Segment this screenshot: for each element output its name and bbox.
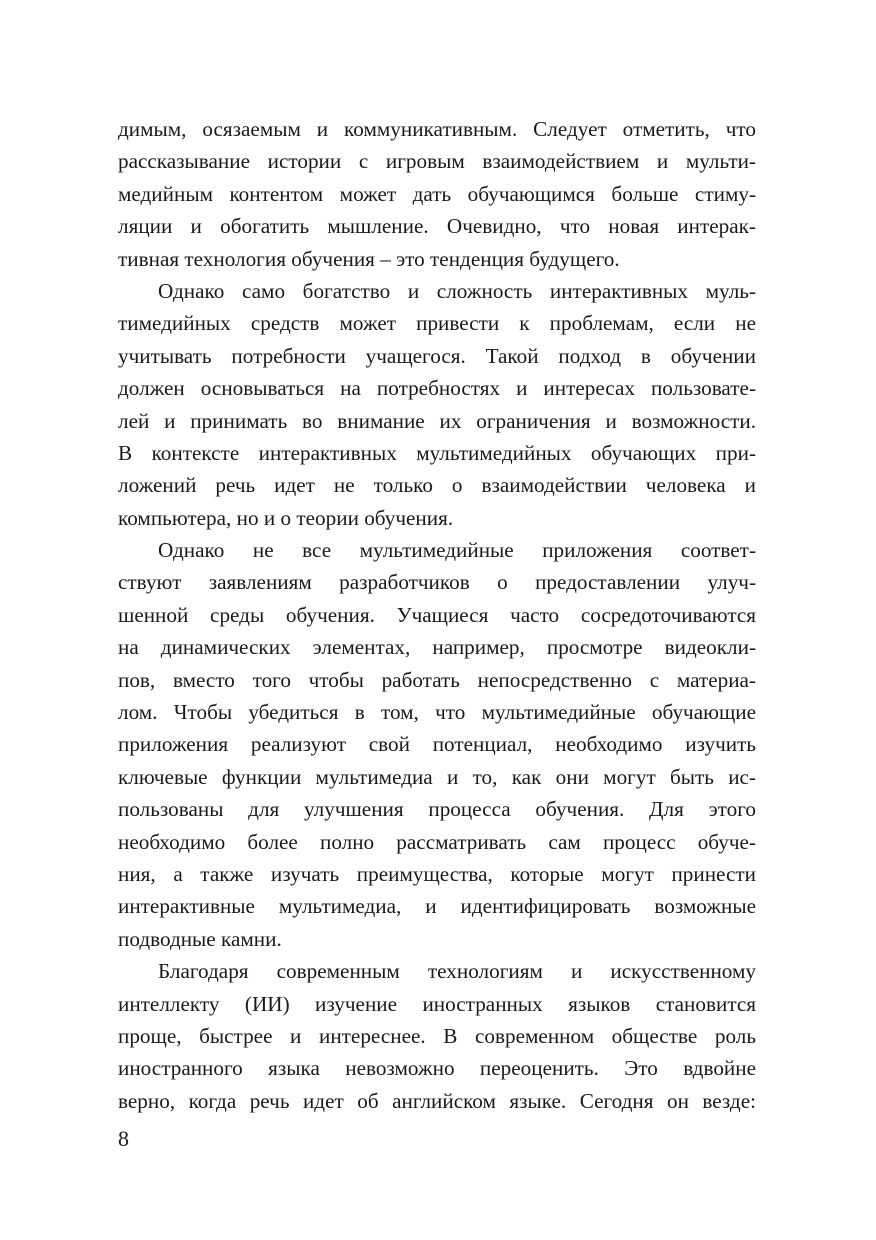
paragraph-4 <box>118 955 756 1117</box>
text-line: приложения реализуют свой потенциал, необходимо изучить <box>118 732 756 757</box>
text-line: ляции и обогатить мышление. Очевидно, что новая интерак- <box>118 214 756 239</box>
text-line: учитывать потребности учащегося. Такой подход в обучении <box>118 343 756 368</box>
text-line: пользованы для улучшения процесса обучения. Для этого <box>118 797 756 822</box>
text-line: должен основываться на потребностях и интересах пользовате- <box>118 376 756 401</box>
text-line: Однако само богатство и сложность интерактивных муль- <box>158 278 756 303</box>
page-number: 8 <box>118 1126 129 1151</box>
text-line: верно, когда речь идет об английском языке. Сегодня он везде: <box>118 1088 756 1113</box>
text-line: димым, осязаемым и коммуникативным. Следует отметить, что <box>118 117 756 141</box>
text-line: интеллекту (ИИ) изучение иностранных языков становится <box>118 991 756 1016</box>
text-line: лей и принимать во внимание их ограничения и возможности. <box>118 408 756 433</box>
text-line: лом. Чтобы убедиться в том, что мультимедийные обучающие <box>118 700 756 725</box>
text-line: подводные камни. <box>118 926 282 951</box>
text-line: ствуют заявлениям разработчиков о предоставлении улуч- <box>118 570 756 595</box>
text-line: необходимо более полно рассматривать сам процесс обуче- <box>118 829 756 854</box>
text-line: ключевые функции мультимедиа и то, как они могут быть ис- <box>118 764 756 789</box>
page-body <box>118 113 756 1117</box>
text-line: компьютера, но и о теории обучения. <box>118 505 454 530</box>
text-line: медийным контентом может дать обучающимся больше стиму- <box>118 181 756 206</box>
text-line: тивная технология обучения – это тенденция будущего. <box>118 246 620 271</box>
text-line: на динамических элементах, например, просмотре видеокли- <box>118 635 756 660</box>
text-line: проще, быстрее и интереснее. В современном обществе роль <box>118 1023 756 1048</box>
text-line: интерактивные мультимедиа, и идентифицировать возможные <box>118 894 756 919</box>
text-line: рассказывание истории с игровым взаимодействием и мульти- <box>118 149 756 174</box>
text-line: Благодаря современным технологиям и искусственному <box>158 959 756 984</box>
text-line: Однако не все мультимедийные приложения соответ- <box>158 538 756 563</box>
text-line: тимедийных средств может привести к проблемам, если не <box>118 311 756 336</box>
text-line: В контексте интерактивных мультимедийных обучающих при- <box>118 440 756 465</box>
paragraph-3 <box>118 534 756 955</box>
paragraph-2 <box>118 275 756 534</box>
text-line: иностранного языка невозможно переоценить. Это вдвойне <box>118 1056 756 1081</box>
text-line: ложений речь идет не только о взаимодействии человека и <box>118 473 756 498</box>
text-line: ния, а также изучать преимущества, которые могут принести <box>118 861 756 886</box>
text-line: пов, вместо того чтобы работать непосредственно с материа- <box>118 667 756 692</box>
paragraph-1 <box>118 113 756 275</box>
text-line: шенной среды обучения. Учащиеся часто сосредоточиваются <box>118 602 756 627</box>
